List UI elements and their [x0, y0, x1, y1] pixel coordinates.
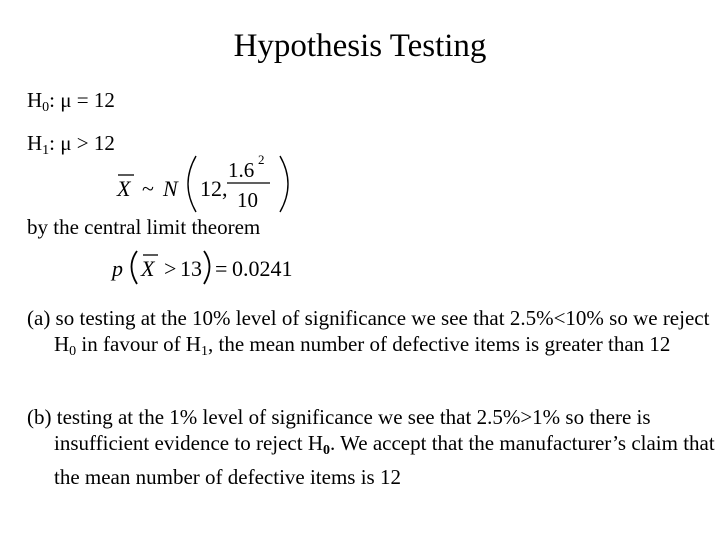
h0-subscript: 0: [42, 100, 50, 115]
slide-title: Hypothesis Testing: [233, 28, 487, 64]
prob-left-paren: [132, 251, 138, 284]
conclusion-a-text-2: in favour of H: [76, 332, 201, 356]
conclusion-b-text-1: (b) testing at the 1% level of significance we see that 2.5%>1% so there is insufficient evidence to reject H: [27, 405, 651, 455]
prob-threshold: 13: [180, 256, 202, 281]
conclusion-b: [27, 404, 720, 490]
tilde-symbol: ~: [142, 176, 154, 201]
h1-label: H: [27, 131, 43, 155]
prob-p: p: [112, 256, 123, 281]
conclusion-a-text-3: , the mean number of defective items is greater than 12: [207, 332, 671, 356]
h1-statement: : μ > 12: [49, 131, 115, 155]
conclusion-b-sub-0: 0: [323, 443, 331, 458]
variance-exponent: 2: [258, 152, 265, 167]
prob-xbar: X: [141, 256, 155, 281]
probability-equation: [108, 246, 328, 288]
variance-numerator: 1.6: [228, 158, 255, 182]
conclusion-a-sub-1: 1: [200, 344, 208, 359]
alternative-hypothesis: [27, 130, 115, 164]
conclusion-a: [27, 305, 720, 365]
right-paren: [280, 156, 288, 212]
h1-subscript: 1: [42, 143, 50, 158]
conclusion-b-text-2: . We accept that the manufacturer’s claim that the mean number of defective items is 12: [54, 431, 715, 489]
variance-denominator: 10: [237, 188, 258, 212]
conclusion-a-text-1: (a) so testing at the 10% level of significance we see that 2.5%<10% so we reject H: [27, 306, 710, 356]
prob-gt: >: [164, 256, 177, 281]
mean-value: 12,: [200, 176, 228, 201]
prob-result: 0.0241: [232, 256, 293, 281]
normal-symbol: N: [163, 176, 178, 201]
central-limit-text: by the central limit theorem: [27, 215, 261, 239]
xbar-symbol: X: [117, 176, 131, 201]
prob-right-paren: [204, 251, 210, 284]
sampling-distribution-equation: [110, 150, 320, 218]
conclusion-a-sub-0: 0: [69, 344, 77, 359]
h0-label: H: [27, 88, 43, 112]
h0-statement: : μ = 12: [49, 88, 115, 112]
null-hypothesis: [27, 87, 115, 121]
prob-eq: =: [215, 256, 228, 281]
left-paren: [188, 156, 196, 212]
